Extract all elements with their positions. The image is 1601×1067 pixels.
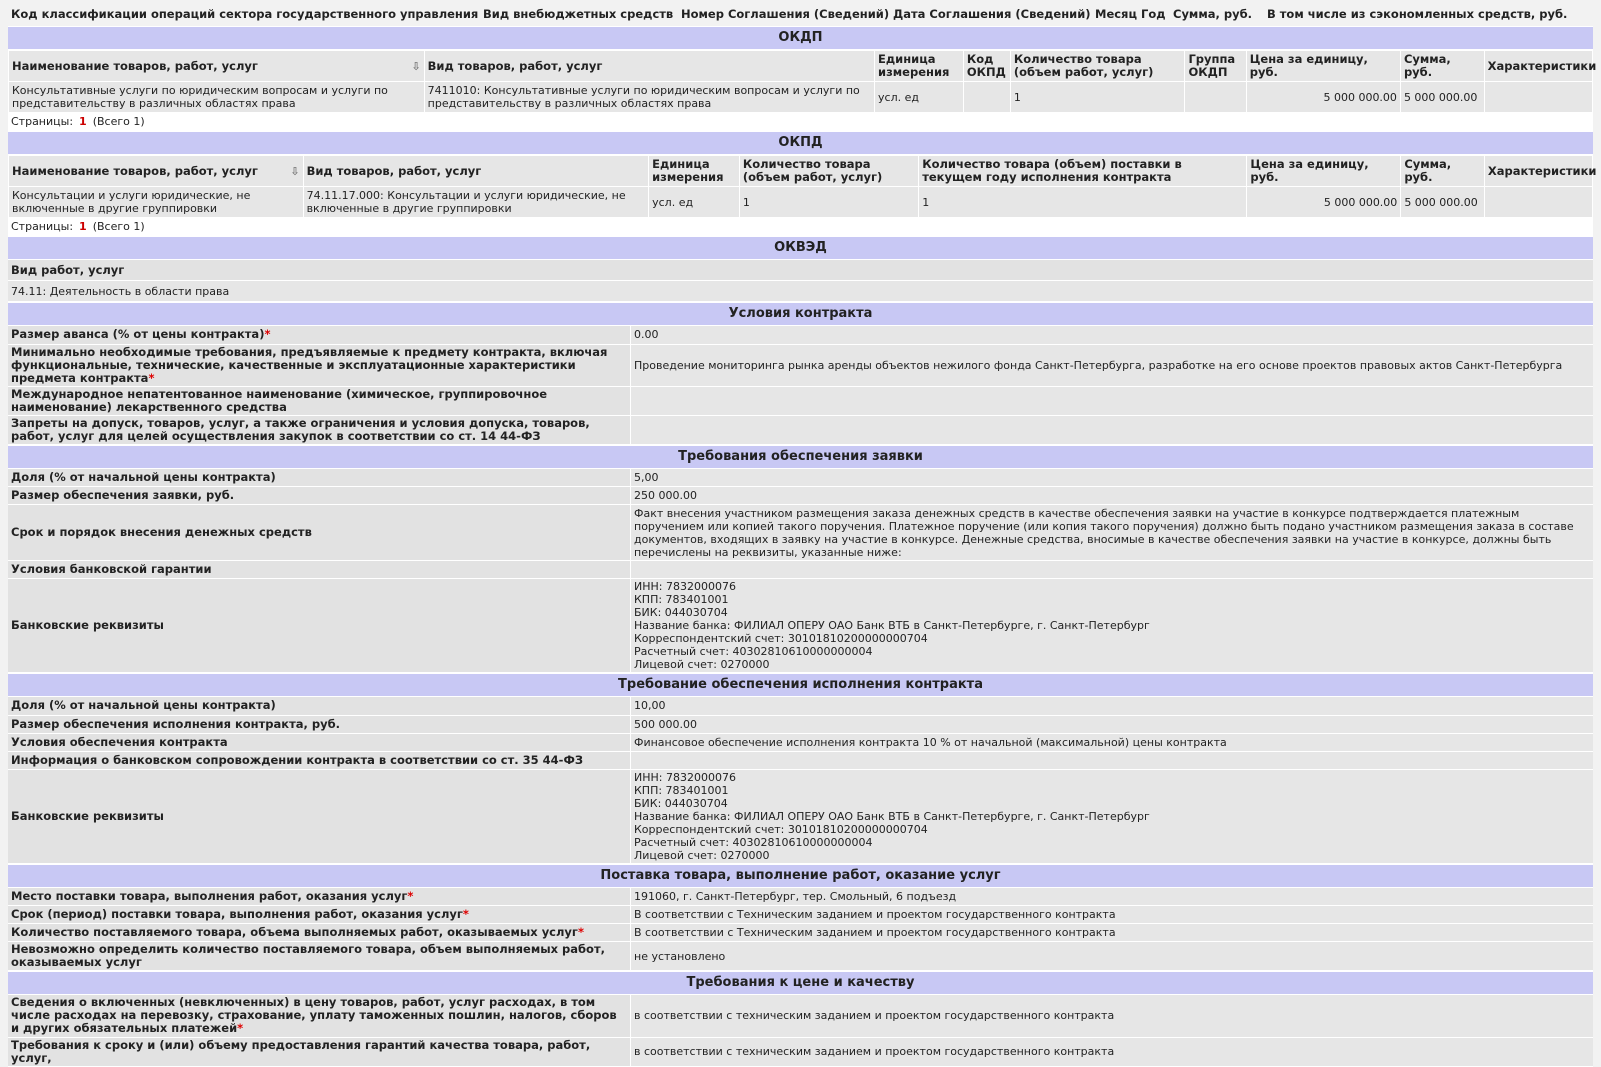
okpd-col-unit-price[interactable]: Цена за единицу, руб. — [1247, 156, 1401, 187]
okdp-col-quantity[interactable]: Количество товара (объем работ, услуг) — [1010, 51, 1185, 82]
field-value: В соответствии с Техническим заданием и проектом государственного контракта — [631, 906, 1594, 924]
field-value: 0.00 — [631, 326, 1594, 344]
field-value: 500 000.00 — [631, 715, 1594, 733]
field-label: Банковские реквизиты — [8, 769, 631, 863]
okpd-col-unit[interactable]: Единица измерения — [649, 156, 740, 187]
field-value: 250 000.00 — [631, 487, 1594, 505]
header-year: Год — [1138, 2, 1170, 26]
okdp-cell-unit: усл. ед — [875, 82, 964, 113]
field-label: Сведения о включенных (невключенных) в цену товаров, работ, услуг расходах, в том числе расходах на перевозку, страхование, уплату таможенных пошлин, налогов, сборов и других обязательных платежей* — [8, 995, 631, 1037]
sort-arrow-icon[interactable]: ⇩ — [290, 164, 300, 178]
field-label: Требования к сроку и (или) объему предоставления гарантий качества товара, работ, услуг, — [8, 1037, 631, 1066]
field-value: в соответствии с техническим заданием и проектом государственного контракта — [631, 1037, 1594, 1066]
pager-label: Страницы: — [11, 220, 74, 233]
field-label: Доля (% от начальной цены контракта) — [8, 469, 631, 487]
delivery-table — [8, 888, 1593, 972]
contract-terms-table — [8, 326, 1593, 445]
table-row — [9, 82, 1593, 113]
okdp-col-name[interactable]: Наименование товаров, работ, услуг ⇩ — [9, 51, 425, 82]
field-value: Факт внесения участником размещения заказа денежных средств в качестве обеспечения заявки на участие в конкурсе подтверждается платежным поручением или копией такого поручения. Платежное поручение (или копия такого поручения) должно быть подано участником размещения заказа в составе документов, входящих в заявку на участие в конкурсе. Денежные средства, вносимые в качестве обеспечения заявки на участие в конкурсе, должны быть перечислены на реквизиты, указанные ниже: — [631, 505, 1594, 561]
performance-security-table — [8, 697, 1593, 864]
okdp-cell-name: Консультативные услуги по юридическим вопросам и услуги по представительству в различных областях права — [9, 82, 425, 113]
okdp-col-characteristics[interactable]: Характеристики — [1484, 51, 1592, 82]
section-okdp-title: ОКДП — [8, 26, 1593, 50]
okpd-col-sum[interactable]: Сумма, руб. — [1401, 156, 1485, 187]
field-value — [631, 386, 1594, 415]
field-value: В соответствии с Техническим заданием и проектом государственного контракта — [631, 924, 1594, 942]
field-label: Место поставки товара, выполнения работ, оказания услуг* — [8, 888, 631, 906]
header-fund-type: Вид внебюджетных средств — [480, 2, 678, 26]
header-month: Месяц — [1092, 2, 1138, 26]
field-value — [631, 561, 1594, 579]
okpd-cell-unit-price: 5 000 000.00 — [1247, 187, 1401, 218]
okdp-col-sum[interactable]: Сумма, руб. — [1400, 51, 1484, 82]
okpd-cell-quantity-current-year: 1 — [919, 187, 1247, 218]
table-row — [9, 187, 1593, 218]
okdp-cell-group — [1185, 82, 1246, 113]
field-label: Размер аванса (% от цены контракта)* — [8, 326, 631, 344]
field-value — [631, 415, 1594, 444]
field-label: Срок (период) поставки товара, выполнения работ, оказания услуг* — [8, 906, 631, 924]
header-saved-sum: В том числе из сэкономленных средств, руб. — [1264, 2, 1593, 26]
okdp-header-row — [9, 51, 1593, 82]
budget-header-table — [8, 2, 1593, 26]
section-performance-security-title: Требование обеспечения исполнения контракта — [8, 673, 1593, 697]
field-label: Минимально необходимые требования, предъявляемые к предмету контракта, включая функциональные, технические, качественные и эксплуатационные характеристики предмета контракта* — [8, 344, 631, 386]
okpd-pager — [8, 218, 1593, 236]
okpd-cell-unit: усл. ед — [649, 187, 740, 218]
bid-security-table — [8, 469, 1593, 674]
field-value: 5,00 — [631, 469, 1594, 487]
field-value: Проведение мониторинга рынка аренды объектов нежилого фонда Санкт-Петербурга, разработке на его основе проектов правовых актов Санкт-Петербурга — [631, 344, 1594, 386]
okpd-table — [8, 155, 1597, 218]
header-agreement-date: Дата Соглашения (Сведений) — [890, 2, 1092, 26]
okpd-col-quantity-current-year[interactable]: Количество товара (объем) поставки в текущем году исполнения контракта — [919, 156, 1247, 187]
pager-total: (Всего 1) — [92, 220, 145, 233]
okdp-cell-characteristics — [1484, 82, 1592, 113]
okdp-pager — [8, 113, 1593, 131]
pager-current-page[interactable]: 1 — [79, 115, 87, 128]
field-label: Условия обеспечения контракта — [8, 733, 631, 751]
required-marker: * — [577, 925, 584, 939]
pager-current-page[interactable]: 1 — [79, 220, 87, 233]
okpd-col-name[interactable]: Наименование товаров, работ, услуг ⇩ — [9, 156, 304, 187]
okdp-cell-sum: 5 000 000.00 — [1400, 82, 1484, 113]
okdp-table — [8, 50, 1597, 113]
field-label: Невозможно определить количество поставляемого товара, объем выполняемых работ, оказываемых услуг — [8, 942, 631, 971]
field-label: Срок и порядок внесения денежных средств — [8, 505, 631, 561]
okpd-col-type[interactable]: Вид товаров, работ, услуг — [303, 156, 649, 187]
required-marker: * — [407, 888, 414, 903]
section-bid-security-title: Требования обеспечения заявки — [8, 445, 1593, 469]
required-marker: * — [148, 370, 155, 385]
okdp-cell-quantity: 1 — [1010, 82, 1185, 113]
section-delivery-title: Поставка товара, выполнение работ, оказание услуг — [8, 864, 1593, 888]
okpd-cell-sum: 5 000 000.00 — [1401, 187, 1485, 218]
pager-label: Страницы: — [11, 115, 74, 128]
field-label: Банковские реквизиты — [8, 579, 631, 673]
field-value: 191060, г. Санкт-Петербург, тер. Смольный, 6 подъезд — [631, 888, 1594, 906]
field-value: не установлено — [631, 942, 1594, 971]
header-agreement-number: Номер Соглашения (Сведений) — [678, 2, 890, 26]
okpd-cell-type: 74.11.17.000: Консультации и услуги юридические, не включенные в другие группировки — [303, 187, 649, 218]
okved-header: Вид работ, услуг — [8, 260, 1593, 281]
okpd-cell-quantity: 1 — [739, 187, 918, 218]
field-label: Запреты на допуск, товаров, услуг, а также ограничения и условия допуска, товаров, работ, услуг для целей осуществления закупок в соответствии со ст. 14 44-ФЗ — [8, 415, 631, 444]
required-marker: * — [264, 327, 271, 342]
okpd-header-row — [9, 156, 1593, 187]
okpd-col-quantity[interactable]: Количество товара (объем работ, услуг) — [739, 156, 918, 187]
section-okved-title: ОКВЭД — [8, 236, 1593, 260]
field-label: Доля (% от начальной цены контракта) — [8, 697, 631, 715]
header-sum: Сумма, руб. — [1170, 2, 1264, 26]
section-okpd-title: ОКПД — [8, 131, 1593, 155]
bank-details-value: ИНН: 7832000076 КПП: 783401001 БИК: 044030704 Название банка: ФИЛИАЛ ОПЕРУ ОАО Банк ВТБ в Санкт-Петербурге, г. Санкт-Петербург Корреспондентский счет: 30101810200000000704 Расчетный счет: 40302810610000000004 Лицевой счет: 0270000 — [631, 579, 1594, 673]
okdp-col-okpd-code[interactable]: Код ОКПД — [963, 51, 1010, 82]
okpd-cell-characteristics — [1484, 187, 1592, 218]
field-value: 10,00 — [631, 697, 1594, 715]
okdp-col-type[interactable]: Вид товаров, работ, услуг — [424, 51, 874, 82]
field-label: Размер обеспечения исполнения контракта, руб. — [8, 715, 631, 733]
okdp-cell-okpd-code — [963, 82, 1010, 113]
okdp-col-unit[interactable]: Единица измерения — [875, 51, 964, 82]
required-marker: * — [462, 907, 469, 921]
bank-details-value: ИНН: 7832000076 КПП: 783401001 БИК: 044030704 Название банка: ФИЛИАЛ ОПЕРУ ОАО Банк ВТБ в Санкт-Петербурге, г. Санкт-Петербург Корреспондентский счет: 30101810200000000704 Расчетный счет: 40302810610000000004 Лицевой счет: 0270000 — [631, 769, 1594, 863]
field-label: Информация о банковском сопровождении контракта в соответствии со ст. 35 44-ФЗ — [8, 751, 631, 769]
header-kosgu: Код классификации операций сектора государственного управления — [8, 2, 480, 26]
field-label: Размер обеспечения заявки, руб. — [8, 487, 631, 505]
okdp-cell-type: 7411010: Консультативные услуги по юридическим вопросам и услуги по представительству в различных областях права — [424, 82, 874, 113]
sort-arrow-icon[interactable]: ⇩ — [411, 59, 421, 73]
field-value: в соответствии с техническим заданием и проектом государственного контракта — [631, 995, 1594, 1037]
field-value: Финансовое обеспечение исполнения контракта 10 % от начальной (максимальной) цены контракта — [631, 733, 1594, 751]
okpd-col-characteristics[interactable]: Характеристики — [1484, 156, 1592, 187]
okved-value: 74.11: Деятельность в области права — [8, 281, 1593, 302]
section-price-quality-title: Требования к цене и качеству — [8, 971, 1593, 995]
field-label: Международное непатентованное наименование (химическое, группировочное наименование) лекарственного средства — [8, 386, 631, 415]
price-quality-table — [8, 995, 1593, 1067]
okpd-cell-name: Консультации и услуги юридические, не включенные в другие группировки — [9, 187, 304, 218]
required-marker: * — [237, 1021, 244, 1036]
okdp-col-group[interactable]: Группа ОКДП — [1185, 51, 1246, 82]
document-view — [8, 2, 1597, 1067]
field-label: Условия банковской гарантии — [8, 561, 631, 579]
okdp-cell-unit-price: 5 000 000.00 — [1246, 82, 1400, 113]
field-label: Количество поставляемого товара, объема выполняемых работ, оказываемых услуг* — [8, 924, 631, 942]
section-contract-terms-title: Условия контракта — [8, 302, 1593, 326]
pager-total: (Всего 1) — [92, 115, 145, 128]
okdp-col-unit-price[interactable]: Цена за единицу, руб. — [1246, 51, 1400, 82]
field-value — [631, 751, 1594, 769]
okved-table — [8, 260, 1593, 302]
